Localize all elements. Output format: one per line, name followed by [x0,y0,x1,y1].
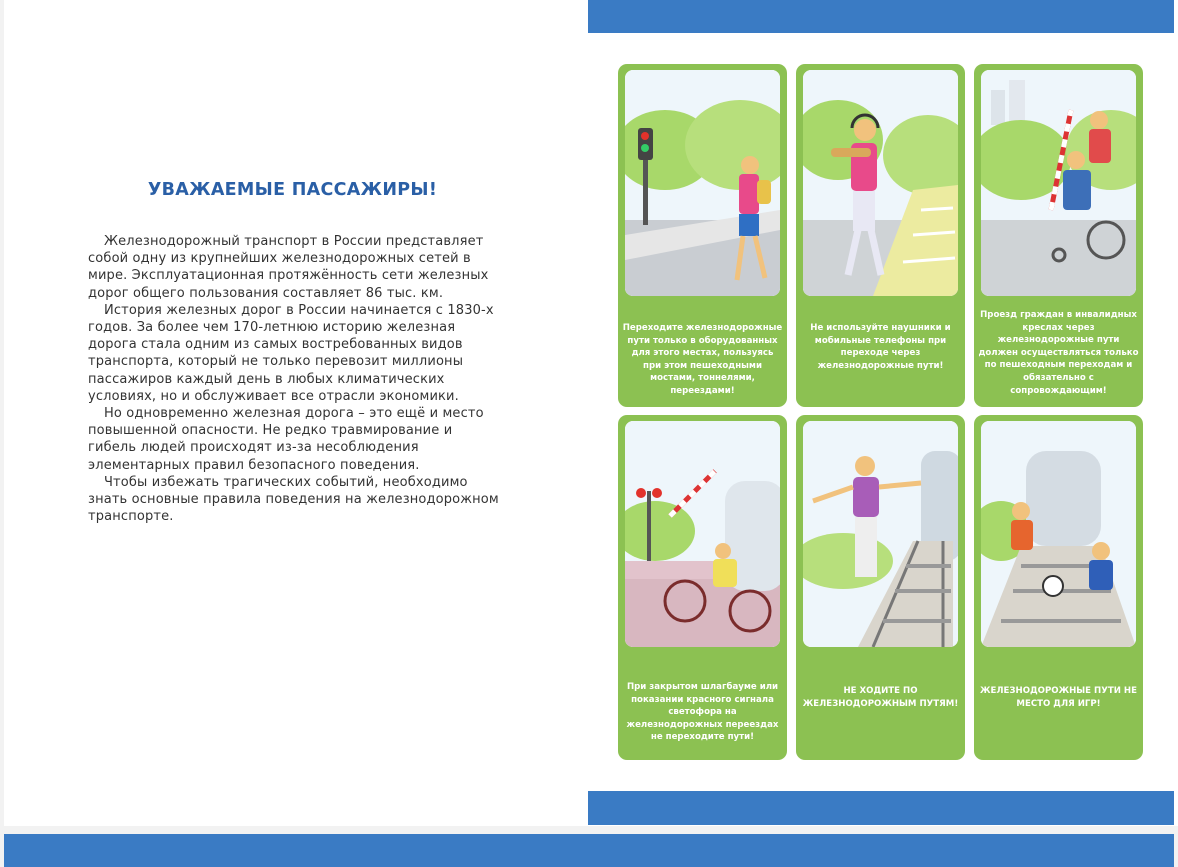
card-caption: При закрытом шлагбауме или показании красного сигнала светофора на железнодорожных переездах не переходите пути! [626,682,779,743]
illustration-cyclist-barrier [625,421,780,647]
illustration-headphones [803,70,958,296]
card-caption: Не используйте наушники и мобильные телефоны при переходе через железнодорожные пути! [810,323,951,371]
safety-card-no-play [974,415,1143,760]
footer-blue-band [4,834,1174,867]
safety-card-no-walking [796,415,965,760]
illustration-walking-on-rails [803,421,958,647]
paragraph: Чтобы избежать трагических событий, необходимо знать основные правила поведения на железнодорожном транспорте. [88,474,499,525]
illustration-pedestrian-crossing [625,70,780,296]
page-title: УВАЖАЕМЫЕ ПАССАЖИРЫ! [147,180,438,200]
safety-card-crossing [618,64,787,407]
card-caption: Переходите железнодорожные пути только в оборудованных для этого местах, пользуясь при этом пешеходными мостами, тоннелями, переездами! [622,323,783,396]
paragraph: Но одновременно железная дорога – это ещё и место повышенной опасности. Не редко травмирование и гибель людей происходят из-за несоблюдения элементарных правил безопасного поведения. [88,406,484,473]
intro-text [88,233,500,525]
top-blue-band [588,0,1174,33]
bottom-blue-band-right [588,791,1174,825]
safety-card-headphones [796,64,965,407]
illustration-wheelchair [981,70,1136,296]
paragraph: История железных дорог в России начинается с 1830-х годов. За более чем 170-летнюю историю железная дорога стала одним из самых востребованных видов транспорта, который не только перевозит миллионы пассажиров каждый день в любых климатических условиях, но и обслуживает все отрасли экономики. [88,302,494,404]
card-caption: ЖЕЛЕЗНОДОРОЖНЫЕ ПУТИ НЕ МЕСТО ДЛЯ ИГР! [980,686,1137,709]
illustration-playing-on-tracks [981,421,1136,647]
safety-card-barrier [618,415,787,760]
paragraph: Железнодорожный транспорт в России представляет собой одну из крупнейших железнодорожных сетей в мире. Эксплуатационная протяжённость сети железных дорог общего пользования составляет 86 тыс. км. [88,234,489,301]
card-caption: НЕ ХОДИТЕ ПО ЖЕЛЕЗНОДОРОЖНЫМ ПУТЯМ! [802,686,959,709]
card-caption: Проезд граждан в инвалидных креслах через железнодорожные пути должен осуществляться только по пешеходным переходам и обязательно с сопровождающим! [978,310,1139,396]
safety-card-wheelchair [974,64,1143,407]
